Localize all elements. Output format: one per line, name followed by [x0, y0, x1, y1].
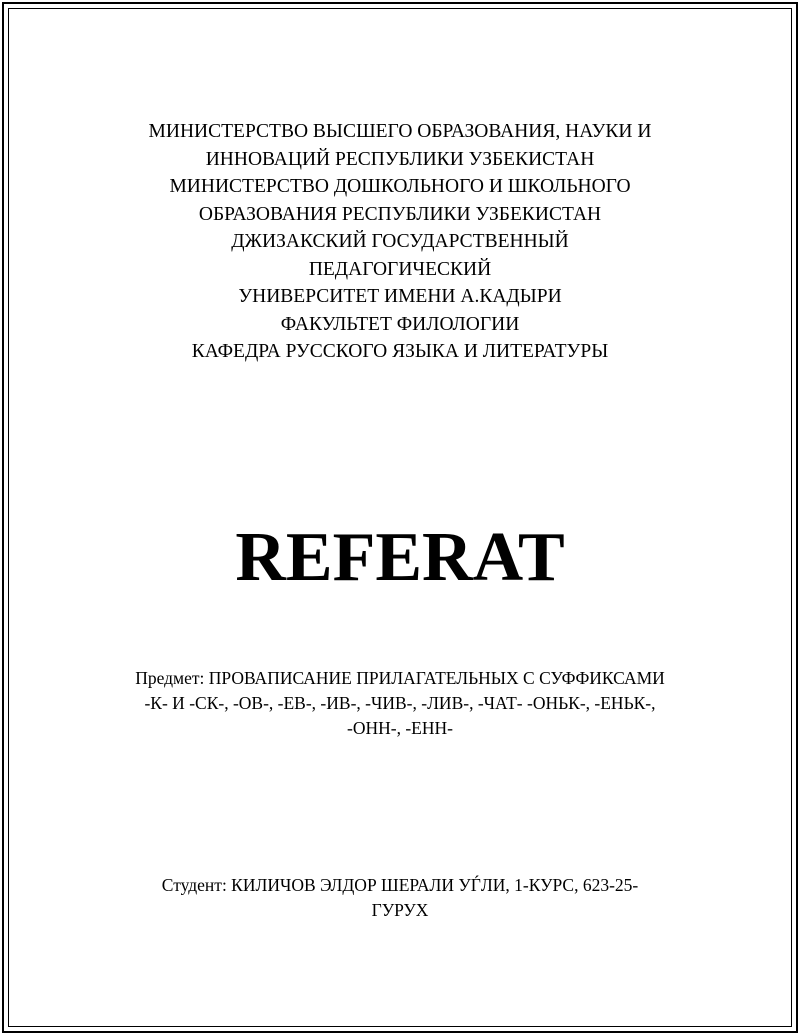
- header-line: ФАКУЛЬТЕТ ФИЛОЛОГИИ: [280, 313, 520, 335]
- subject-block: [0, 666, 800, 741]
- header-line: ИННОВАЦИЙ РЕСПУБЛИКИ УЗБЕКИСТАН: [205, 148, 595, 170]
- header-line: ДЖИЗАКСКИЙ ГОСУДАРСТВЕННЫЙ: [231, 231, 569, 252]
- subject-line: -К- И -СК-, -ОВ-, -ЕВ-, -ИВ-, -ЧИВ-, -ЛИВ-, -ЧАТ- -ОНЬК-, -ЕНЬК-,: [144, 693, 656, 713]
- subject-line: -ОНН-, -ЕНН-: [347, 718, 453, 738]
- header-line: МИНИСТЕРСТВО ДОШКОЛЬНОГО И ШКОЛЬНОГО: [169, 176, 631, 197]
- document-title: REFERAT: [235, 519, 565, 596]
- student-line: Студент: КИЛИЧОВ ЭЛДОР ШЕРАЛИ УЃЛИ, 1-КУРС, 623-25-: [161, 875, 639, 895]
- header-line: ПЕДАГОГИЧЕСКИЙ: [308, 258, 492, 280]
- header-line: МИНИСТЕРСТВО ВЫСШЕГО ОБРАЗОВАНИЯ, НАУКИ И: [148, 121, 652, 142]
- header-line: КАФЕДРА РУССКОГО ЯЗЫКА И ЛИТЕРАТУРЫ: [191, 341, 609, 362]
- student-line: ГУРУХ: [371, 900, 429, 920]
- subject-line: Предмет: ПРОВАПИСАНИЕ ПРИЛАГАТЕЛЬНЫХ С СУФФИКСАМИ: [135, 668, 665, 688]
- header-line: ОБРАЗОВАНИЯ РЕСПУБЛИКИ УЗБЕКИСТАН: [198, 203, 602, 225]
- institution-header: [0, 118, 800, 366]
- student-block: [0, 873, 800, 923]
- header-line: УНИВЕРСИТЕТ ИМЕНИ А.КАДЫРИ: [238, 286, 562, 307]
